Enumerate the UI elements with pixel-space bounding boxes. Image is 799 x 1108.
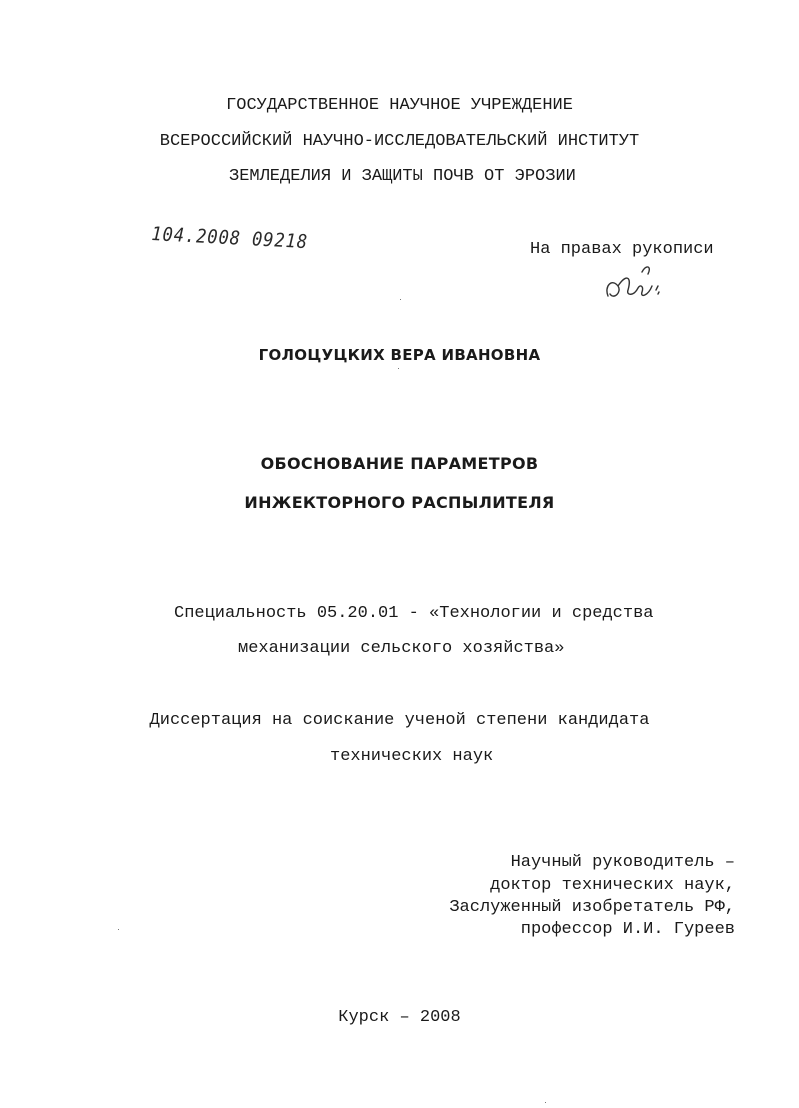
scan-speck — [545, 1102, 546, 1103]
supervisor-line-2: доктор технических наук, — [490, 876, 735, 895]
institution-line-1: ГОСУДАРСТВЕННОЕ НАУЧНОЕ УЧРЕЖДЕНИЕ — [226, 96, 573, 115]
degree-line-1: Диссертация на соискание ученой степени кандидата — [149, 711, 650, 730]
scan-speck — [118, 929, 119, 930]
place-and-year: Курск – 2008 — [338, 1008, 461, 1027]
manuscript-rights-note: На правах рукописи — [530, 240, 714, 259]
supervisor-line-3: Заслуженный изобретатель РФ, — [449, 898, 735, 917]
signature-mark — [598, 256, 668, 306]
institution-line-2: ВСЕРОССИЙСКИЙ НАУЧНО-ИССЛЕДОВАТЕЛЬСКИЙ ИНСТИТУТ — [159, 132, 640, 151]
thesis-title-line-1: ОБОСНОВАНИЕ ПАРАМЕТРОВ — [260, 454, 539, 473]
archive-stamp-number: 104.2008 09218 — [150, 223, 309, 254]
scan-speck — [400, 299, 401, 300]
supervisor-line-1: Научный руководитель – — [510, 853, 735, 872]
supervisor-line-4: профессор И.И. Гуреев — [520, 920, 735, 939]
specialty-line-1: Специальность 05.20.01 - «Технологии и средства — [174, 604, 654, 623]
degree-line-2: технических наук — [330, 747, 494, 766]
scan-speck — [398, 368, 399, 369]
specialty-line-2: механизации сельского хозяйства» — [238, 639, 565, 658]
thesis-title-line-2: ИНЖЕКТОРНОГО РАСПЫЛИТЕЛЯ — [244, 493, 555, 512]
institution-line-3: ЗЕМЛЕДЕЛИЯ И ЗАЩИТЫ ПОЧВ ОТ ЭРОЗИИ — [229, 167, 576, 186]
author-name: ГОЛОЦУЦКИХ ВЕРА ИВАНОВНА — [258, 346, 541, 364]
